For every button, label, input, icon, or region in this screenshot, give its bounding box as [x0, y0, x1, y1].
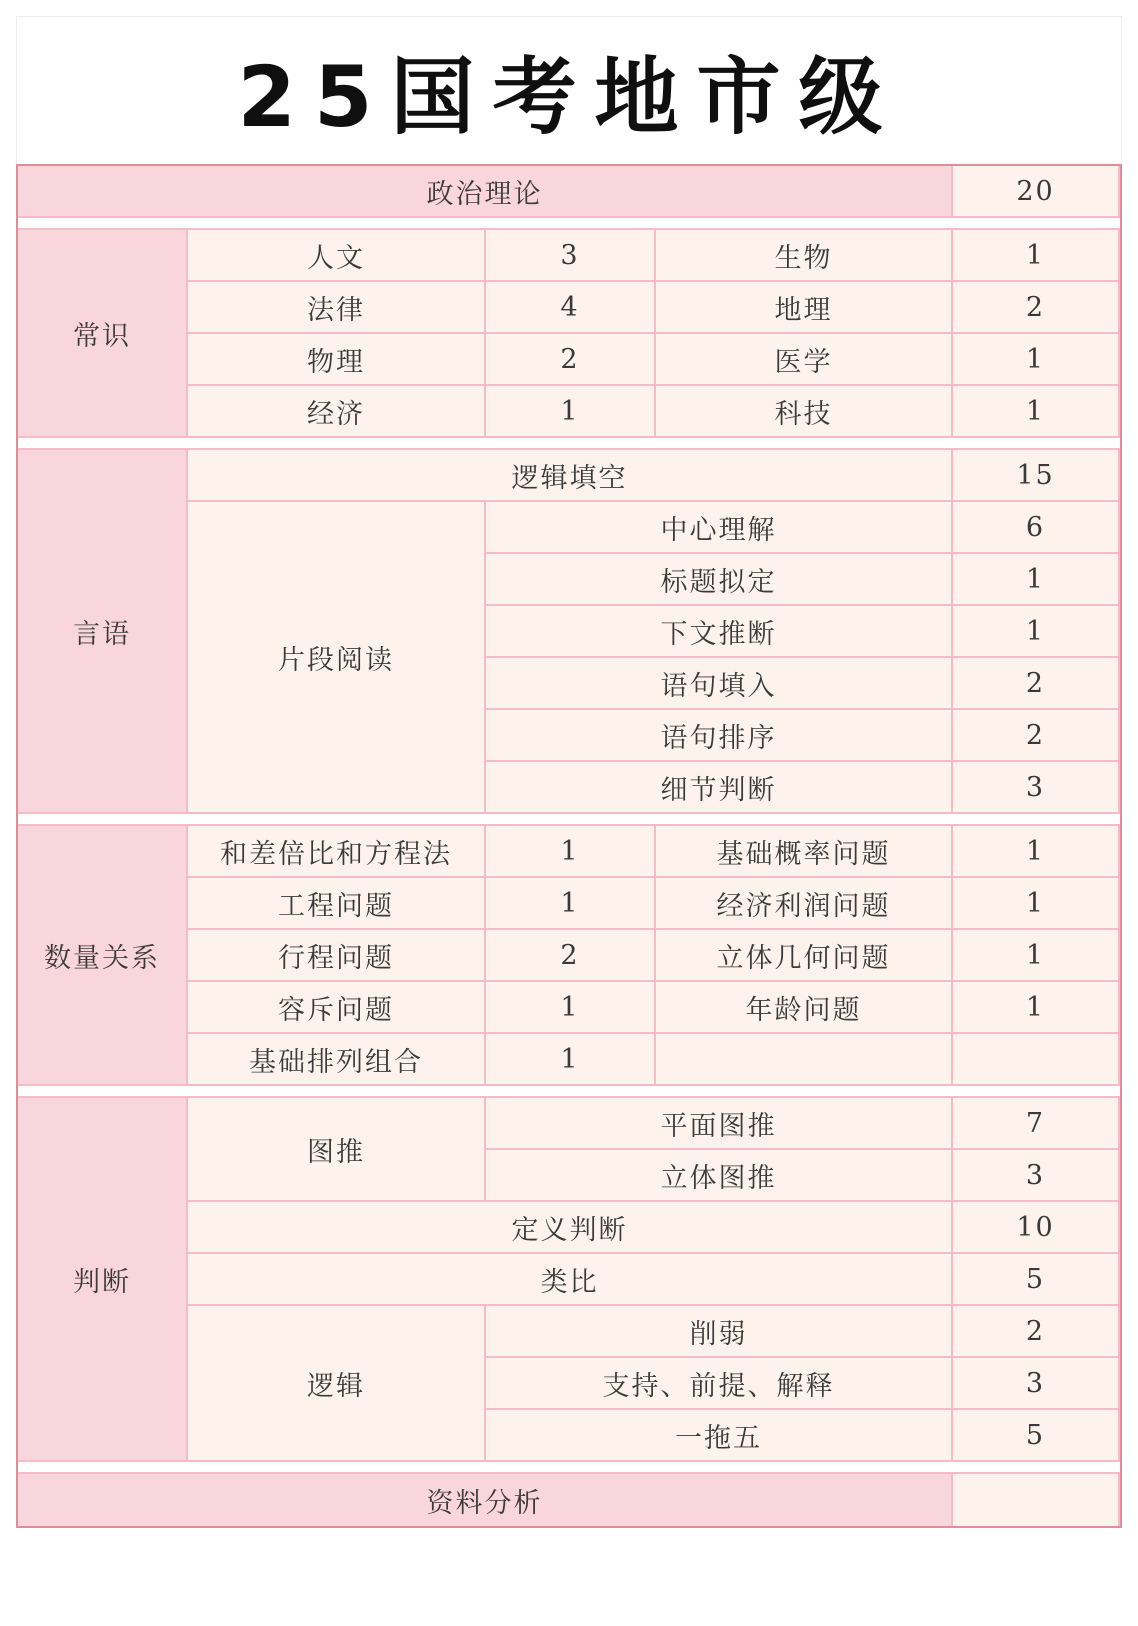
changshi-item-label: 经济	[188, 386, 486, 438]
section-gap	[18, 1462, 1120, 1474]
shuliang-item-count	[953, 1034, 1120, 1086]
politics-label: 政治理论	[18, 166, 953, 218]
shuliang-item-label: 立体几何问题	[656, 930, 953, 982]
section-gap	[18, 814, 1120, 826]
shuliang-item-count: 1	[486, 878, 656, 930]
changshi-item-count: 1	[486, 386, 656, 438]
logic-item-label: 削弱	[486, 1306, 953, 1358]
reading-item-label: 细节判断	[486, 762, 953, 814]
logic-item-count: 5	[953, 1410, 1120, 1462]
reading-item-label: 中心理解	[486, 502, 953, 554]
analogy-label: 类比	[188, 1254, 953, 1306]
shuliang-item-label: 和差倍比和方程法	[188, 826, 486, 878]
reading-label: 片段阅读	[188, 502, 486, 814]
fill-label: 逻辑填空	[188, 450, 953, 502]
reading-item-count: 3	[953, 762, 1120, 814]
changshi-item-count: 1	[953, 230, 1120, 282]
changshi-item-label: 人文	[188, 230, 486, 282]
logic-item-label: 一拖五	[486, 1410, 953, 1462]
reading-item-count: 2	[953, 658, 1120, 710]
shuliang-item-label	[656, 1034, 953, 1086]
politics-count: 20	[953, 166, 1120, 218]
shuliang-item-count: 1	[953, 878, 1120, 930]
reading-item-label: 标题拟定	[486, 554, 953, 606]
changshi-item-label: 法律	[188, 282, 486, 334]
tutui-label: 图推	[188, 1098, 486, 1202]
section-gap	[18, 438, 1120, 450]
shuliang-item-label: 工程问题	[188, 878, 486, 930]
shuliang-item-count: 2	[486, 930, 656, 982]
shuliang-item-label: 行程问题	[188, 930, 486, 982]
changshi-item-count: 1	[953, 386, 1120, 438]
yanyu-label: 言语	[18, 450, 188, 814]
logic-item-count: 2	[953, 1306, 1120, 1358]
shuliang-item-label: 基础排列组合	[188, 1034, 486, 1086]
shuliang-item-label: 容斥问题	[188, 982, 486, 1034]
reading-item-count: 1	[953, 554, 1120, 606]
page-title: 25国考地市级	[16, 16, 1122, 164]
shuliang-item-count: 1	[486, 1034, 656, 1086]
panduan-label: 判断	[18, 1098, 188, 1462]
tutui-item-label: 平面图推	[486, 1098, 953, 1150]
logic-label: 逻辑	[188, 1306, 486, 1462]
question-distribution-table	[16, 164, 1122, 1528]
shuliang-item-count: 1	[953, 930, 1120, 982]
reading-item-count: 2	[953, 710, 1120, 762]
tutui-item-count: 3	[953, 1150, 1120, 1202]
logic-item-count: 3	[953, 1358, 1120, 1410]
tutui-item-count: 7	[953, 1098, 1120, 1150]
changshi-item-count: 2	[953, 282, 1120, 334]
section-gap	[18, 1086, 1120, 1098]
reading-item-label: 语句排序	[486, 710, 953, 762]
changshi-item-label: 生物	[656, 230, 953, 282]
shuliang-item-label: 经济利润问题	[656, 878, 953, 930]
shuliang-item-count: 1	[953, 982, 1120, 1034]
shuliang-label: 数量关系	[18, 826, 188, 1086]
changshi-item-label: 物理	[188, 334, 486, 386]
shuliang-item-label: 年龄问题	[656, 982, 953, 1034]
logic-item-label: 支持、前提、解释	[486, 1358, 953, 1410]
reading-item-label: 下文推断	[486, 606, 953, 658]
definition-label: 定义判断	[188, 1202, 953, 1254]
shuliang-item-count: 1	[953, 826, 1120, 878]
reading-item-count: 6	[953, 502, 1120, 554]
fill-count: 15	[953, 450, 1120, 502]
shuliang-item-count: 1	[486, 826, 656, 878]
reading-item-label: 语句填入	[486, 658, 953, 710]
analogy-count: 5	[953, 1254, 1120, 1306]
changshi-item-count: 2	[486, 334, 656, 386]
reading-item-count: 1	[953, 606, 1120, 658]
definition-count: 10	[953, 1202, 1120, 1254]
section-gap	[18, 218, 1120, 230]
shuliang-item-count: 1	[486, 982, 656, 1034]
changshi-item-label: 医学	[656, 334, 953, 386]
changshi-label: 常识	[18, 230, 188, 438]
ziliao-count	[953, 1474, 1120, 1526]
ziliao-label: 资料分析	[18, 1474, 953, 1526]
shuliang-item-label: 基础概率问题	[656, 826, 953, 878]
changshi-item-label: 地理	[656, 282, 953, 334]
changshi-item-count: 3	[486, 230, 656, 282]
changshi-item-count: 4	[486, 282, 656, 334]
changshi-item-count: 1	[953, 334, 1120, 386]
changshi-item-label: 科技	[656, 386, 953, 438]
tutui-item-label: 立体图推	[486, 1150, 953, 1202]
